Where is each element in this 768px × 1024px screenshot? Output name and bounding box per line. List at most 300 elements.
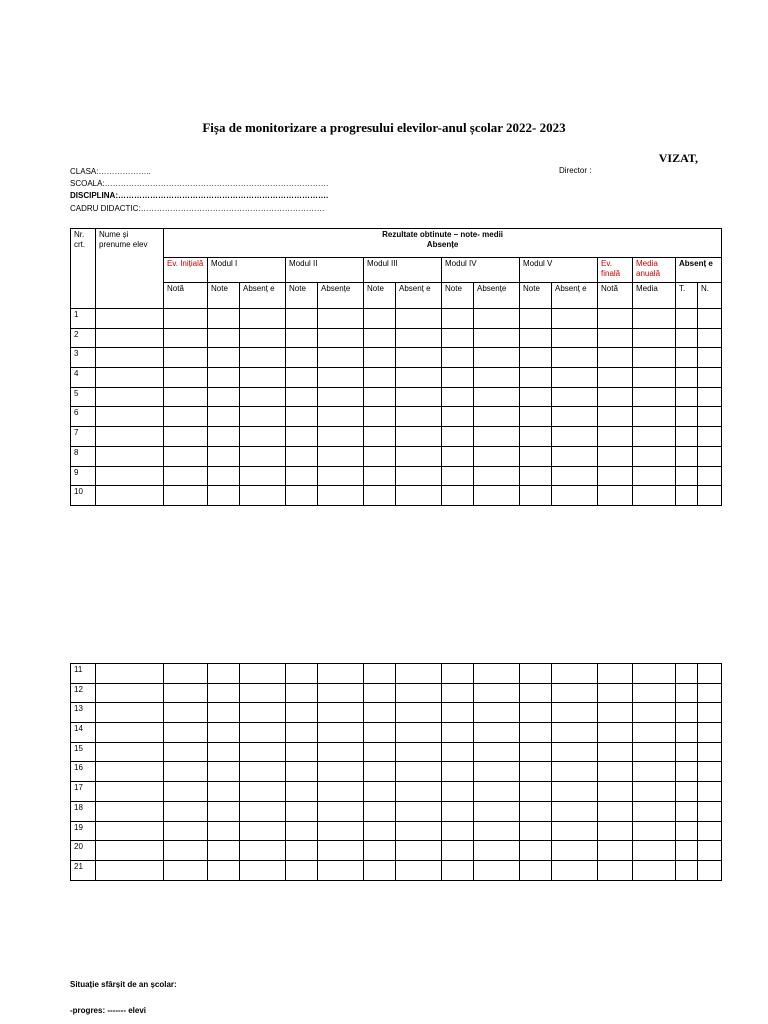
- table-cell: [286, 387, 318, 407]
- table-cell: [96, 486, 164, 506]
- table-cell: [96, 427, 164, 447]
- table-cell: [520, 723, 552, 743]
- table-cell: [208, 703, 240, 723]
- table-cell: [396, 762, 442, 782]
- table-cell: [240, 446, 286, 466]
- table-cell: [318, 486, 364, 506]
- table-cell: [633, 801, 676, 821]
- table-cell: [364, 309, 396, 329]
- table-cell: [598, 742, 633, 762]
- table-cell: [442, 446, 474, 466]
- table-cell: [208, 762, 240, 782]
- table-cell: [318, 683, 364, 703]
- table-row: [71, 841, 722, 861]
- table-cell: [164, 486, 208, 506]
- table-cell: [698, 860, 722, 880]
- table-row: [71, 860, 722, 880]
- table-cell: [676, 348, 698, 368]
- table-row: [71, 368, 722, 388]
- table-cell: [698, 703, 722, 723]
- table-cell: [520, 742, 552, 762]
- table-cell: [633, 466, 676, 486]
- table-cell: [164, 427, 208, 447]
- table-cell: [318, 368, 364, 388]
- table-cell: [633, 762, 676, 782]
- table-cell: [676, 762, 698, 782]
- situatie-label: Situație sfârșit de an școlar:: [70, 980, 177, 989]
- table-cell: [598, 821, 633, 841]
- page-title: Fișa de monitorizare a progresului elevilor-anul școlar 2022- 2023: [202, 120, 566, 135]
- row-number: 2: [71, 328, 96, 348]
- table-cell: [442, 723, 474, 743]
- header-media-anuala: Media anuală: [633, 258, 676, 283]
- table-cell: [286, 328, 318, 348]
- table-cell: [240, 309, 286, 329]
- table-cell: [552, 801, 598, 821]
- table-cell: [286, 466, 318, 486]
- table-cell: [442, 762, 474, 782]
- table-cell: [676, 328, 698, 348]
- table-cell: [474, 664, 520, 684]
- table-cell: [318, 427, 364, 447]
- table-cell: [164, 387, 208, 407]
- table-cell: [633, 387, 676, 407]
- table-cell: [442, 664, 474, 684]
- table-cell: [364, 348, 396, 368]
- table-cell: [520, 407, 552, 427]
- table-cell: [364, 446, 396, 466]
- sub-nota: Notă: [164, 283, 208, 309]
- table-row: [71, 821, 722, 841]
- table-cell: [633, 860, 676, 880]
- director-label: Director :: [559, 166, 592, 175]
- table-cell: [208, 860, 240, 880]
- table-cell: [474, 387, 520, 407]
- table-cell: [676, 309, 698, 329]
- table-cell: [698, 664, 722, 684]
- table-cell: [96, 723, 164, 743]
- row-number: 16: [71, 762, 96, 782]
- table-cell: [552, 368, 598, 388]
- table-cell: [442, 742, 474, 762]
- table-cell: [208, 427, 240, 447]
- table-cell: [698, 841, 722, 861]
- table-cell: [208, 742, 240, 762]
- table-cell: [442, 821, 474, 841]
- table-cell: [240, 860, 286, 880]
- clasa-field: CLASA:………………..: [70, 167, 151, 176]
- table-cell: [364, 782, 396, 802]
- table-cell: [286, 762, 318, 782]
- table-cell: [698, 427, 722, 447]
- table-cell: [208, 723, 240, 743]
- table-cell: [552, 782, 598, 802]
- table-cell: [96, 348, 164, 368]
- table-cell: [364, 860, 396, 880]
- header-nr-crt: Nr. crt.: [71, 229, 96, 309]
- row-number: 3: [71, 348, 96, 368]
- row-number: 11: [71, 664, 96, 684]
- table-cell: [318, 466, 364, 486]
- table-cell: [633, 703, 676, 723]
- table-cell: [633, 782, 676, 802]
- table-cell: [698, 742, 722, 762]
- table-cell: [364, 387, 396, 407]
- progres-label: -progres: ------- elevi: [70, 1006, 146, 1015]
- table-cell: [442, 368, 474, 388]
- row-number: 6: [71, 407, 96, 427]
- scoala-field: SCOALA:…………………………………………………………………………: [70, 179, 329, 188]
- table-cell: [240, 348, 286, 368]
- table-cell: [208, 664, 240, 684]
- table-cell: [598, 860, 633, 880]
- row-number: 7: [71, 427, 96, 447]
- table-cell: [396, 486, 442, 506]
- table-cell: [474, 309, 520, 329]
- table-cell: [164, 762, 208, 782]
- table-cell: [240, 427, 286, 447]
- table-cell: [552, 348, 598, 368]
- table-cell: [240, 723, 286, 743]
- table-cell: [698, 446, 722, 466]
- table-cell: [520, 703, 552, 723]
- sub-absente: Absențe: [474, 283, 520, 309]
- header-absente: Absenț e: [676, 258, 722, 283]
- table-cell: [698, 466, 722, 486]
- table-cell: [286, 683, 318, 703]
- table-cell: [698, 309, 722, 329]
- table-cell: [520, 683, 552, 703]
- table-row: [71, 309, 722, 329]
- table-cell: [442, 309, 474, 329]
- table-cell: [676, 801, 698, 821]
- table-cell: [240, 762, 286, 782]
- table-cell: [396, 723, 442, 743]
- table-cell: [698, 782, 722, 802]
- table-cell: [208, 683, 240, 703]
- row-number: 8: [71, 446, 96, 466]
- table-cell: [552, 683, 598, 703]
- table-cell: [474, 841, 520, 861]
- table-cell: [552, 860, 598, 880]
- table-cell: [442, 486, 474, 506]
- table-cell: [164, 683, 208, 703]
- table-cell: [164, 703, 208, 723]
- table-cell: [96, 762, 164, 782]
- table-cell: [520, 821, 552, 841]
- table-cell: [676, 368, 698, 388]
- table-cell: [164, 723, 208, 743]
- header-modul-3: Modul III: [364, 258, 442, 283]
- table-cell: [552, 309, 598, 329]
- table-cell: [552, 841, 598, 861]
- row-number: 21: [71, 860, 96, 880]
- table-cell: [318, 446, 364, 466]
- table-cell: [286, 841, 318, 861]
- table-cell: [364, 427, 396, 447]
- table-cell: [552, 821, 598, 841]
- table-cell: [474, 703, 520, 723]
- table-cell: [318, 762, 364, 782]
- table-cell: [633, 664, 676, 684]
- table-row: [71, 801, 722, 821]
- table-cell: [318, 407, 364, 427]
- table-cell: [318, 664, 364, 684]
- table-cell: [96, 801, 164, 821]
- table-cell: [208, 446, 240, 466]
- table-cell: [598, 762, 633, 782]
- table-cell: [442, 427, 474, 447]
- table-row: [71, 703, 722, 723]
- table-cell: [633, 309, 676, 329]
- disciplina-field: DISCIPLINA:…………………………………………………………………….: [70, 191, 329, 200]
- table-cell: [442, 703, 474, 723]
- row-number: 9: [71, 466, 96, 486]
- table-cell: [474, 368, 520, 388]
- table-cell: [474, 683, 520, 703]
- table-cell: [364, 683, 396, 703]
- table-cell: [96, 328, 164, 348]
- table-cell: [164, 782, 208, 802]
- row-number: 5: [71, 387, 96, 407]
- table-cell: [286, 486, 318, 506]
- table-cell: [164, 664, 208, 684]
- table-cell: [552, 723, 598, 743]
- header-nume-prenume: Nume și prenume elev: [96, 229, 164, 309]
- table-cell: [474, 723, 520, 743]
- sub-t: T.: [676, 283, 698, 309]
- table-cell: [96, 742, 164, 762]
- table-cell: [240, 782, 286, 802]
- table-cell: [442, 407, 474, 427]
- table-cell: [676, 860, 698, 880]
- table-cell: [208, 821, 240, 841]
- header-rezultate: [164, 229, 722, 258]
- table-cell: [396, 427, 442, 447]
- sub-n: N.: [698, 283, 722, 309]
- table-cell: [698, 762, 722, 782]
- table-cell: [676, 782, 698, 802]
- table-cell: [396, 348, 442, 368]
- table-cell: [520, 368, 552, 388]
- row-number: 14: [71, 723, 96, 743]
- table-row: [71, 664, 722, 684]
- table-cell: [598, 723, 633, 743]
- table-cell: [698, 723, 722, 743]
- table-cell: [396, 664, 442, 684]
- table-cell: [520, 801, 552, 821]
- table-cell: [240, 407, 286, 427]
- monitoring-table-2: [70, 663, 722, 881]
- table-cell: [96, 782, 164, 802]
- table-cell: [208, 801, 240, 821]
- row-number: 20: [71, 841, 96, 861]
- table-cell: [442, 348, 474, 368]
- table-cell: [164, 348, 208, 368]
- table-cell: [240, 683, 286, 703]
- table-cell: [474, 860, 520, 880]
- table-cell: [552, 446, 598, 466]
- table-cell: [396, 821, 442, 841]
- table-cell: [396, 782, 442, 802]
- table-cell: [552, 466, 598, 486]
- table-cell: [676, 742, 698, 762]
- table-cell: [520, 762, 552, 782]
- table-cell: [598, 368, 633, 388]
- table-cell: [698, 801, 722, 821]
- table-cell: [474, 486, 520, 506]
- table-cell: [164, 841, 208, 861]
- row-number: 15: [71, 742, 96, 762]
- table-cell: [520, 446, 552, 466]
- table-cell: [240, 703, 286, 723]
- table-cell: [208, 841, 240, 861]
- table-cell: [676, 387, 698, 407]
- table-cell: [698, 821, 722, 841]
- header-ev-finala: Ev. finală: [598, 258, 633, 283]
- table-cell: [442, 841, 474, 861]
- header-modul-4: Modul IV: [442, 258, 520, 283]
- table-cell: [598, 683, 633, 703]
- table-cell: [286, 309, 318, 329]
- table-cell: [396, 801, 442, 821]
- table-cell: [552, 762, 598, 782]
- table-cell: [633, 841, 676, 861]
- table-cell: [598, 703, 633, 723]
- sub-note: Note: [442, 283, 474, 309]
- table-cell: [364, 368, 396, 388]
- table-row: [71, 427, 722, 447]
- table-row: [71, 328, 722, 348]
- table-cell: [318, 723, 364, 743]
- table-cell: [442, 860, 474, 880]
- table-cell: [208, 466, 240, 486]
- sub-absente: Absenț e: [396, 283, 442, 309]
- table-cell: [520, 309, 552, 329]
- table-cell: [164, 821, 208, 841]
- table-cell: [633, 683, 676, 703]
- table-cell: [240, 742, 286, 762]
- table-cell: [442, 782, 474, 802]
- sub-nota: Notă: [598, 283, 633, 309]
- table-row: [71, 723, 722, 743]
- table-cell: [240, 387, 286, 407]
- table-cell: [474, 466, 520, 486]
- table-row: [71, 486, 722, 506]
- table-cell: [286, 723, 318, 743]
- table-cell: [240, 466, 286, 486]
- table-cell: [396, 703, 442, 723]
- table-cell: [364, 328, 396, 348]
- sub-media: Media: [633, 283, 676, 309]
- table-cell: [520, 782, 552, 802]
- table-cell: [96, 841, 164, 861]
- table-cell: [96, 683, 164, 703]
- table-cell: [676, 664, 698, 684]
- table-cell: [318, 703, 364, 723]
- table-cell: [208, 407, 240, 427]
- table-cell: [286, 664, 318, 684]
- table-cell: [474, 762, 520, 782]
- table-cell: [520, 664, 552, 684]
- table-cell: [676, 427, 698, 447]
- sub-note: Note: [364, 283, 396, 309]
- table-row: [71, 683, 722, 703]
- table-cell: [286, 368, 318, 388]
- table-cell: [698, 348, 722, 368]
- table-cell: [474, 782, 520, 802]
- table-cell: [96, 860, 164, 880]
- table-cell: [286, 860, 318, 880]
- table-row: [71, 348, 722, 368]
- table-cell: [474, 328, 520, 348]
- table-cell: [318, 328, 364, 348]
- table-cell: [474, 407, 520, 427]
- table-cell: [633, 328, 676, 348]
- table-cell: [286, 821, 318, 841]
- table-cell: [364, 664, 396, 684]
- table-cell: [520, 841, 552, 861]
- table-cell: [676, 723, 698, 743]
- table-cell: [96, 407, 164, 427]
- table-cell: [698, 407, 722, 427]
- table-cell: [552, 407, 598, 427]
- row-number: 18: [71, 801, 96, 821]
- table-cell: [396, 446, 442, 466]
- table-cell: [474, 801, 520, 821]
- table-cell: [442, 683, 474, 703]
- table-cell: [676, 466, 698, 486]
- table-cell: [318, 309, 364, 329]
- table-cell: [318, 821, 364, 841]
- table-cell: [396, 466, 442, 486]
- table-cell: [318, 860, 364, 880]
- table-cell: [364, 703, 396, 723]
- table-cell: [240, 328, 286, 348]
- table-cell: [208, 486, 240, 506]
- table-cell: [164, 328, 208, 348]
- table-cell: [96, 703, 164, 723]
- table-cell: [598, 407, 633, 427]
- row-number: 10: [71, 486, 96, 506]
- table-cell: [552, 486, 598, 506]
- table-row: [71, 466, 722, 486]
- table-cell: [164, 407, 208, 427]
- table-cell: [552, 427, 598, 447]
- table-cell: [318, 782, 364, 802]
- table-cell: [598, 328, 633, 348]
- sub-note: Note: [208, 283, 240, 309]
- table-row: [71, 407, 722, 427]
- table-cell: [676, 821, 698, 841]
- table-cell: [520, 860, 552, 880]
- monitoring-table-1: [70, 228, 722, 506]
- table-cell: [633, 821, 676, 841]
- row-number: 4: [71, 368, 96, 388]
- table-cell: [598, 841, 633, 861]
- table-cell: [396, 407, 442, 427]
- table-cell: [318, 742, 364, 762]
- row-number: 19: [71, 821, 96, 841]
- table-row: [71, 742, 722, 762]
- table-cell: [698, 683, 722, 703]
- table-cell: [364, 723, 396, 743]
- table-cell: [240, 821, 286, 841]
- row-number: 13: [71, 703, 96, 723]
- header-modul-2: Modul II: [286, 258, 364, 283]
- sub-note: Note: [286, 283, 318, 309]
- sub-note: Note: [520, 283, 552, 309]
